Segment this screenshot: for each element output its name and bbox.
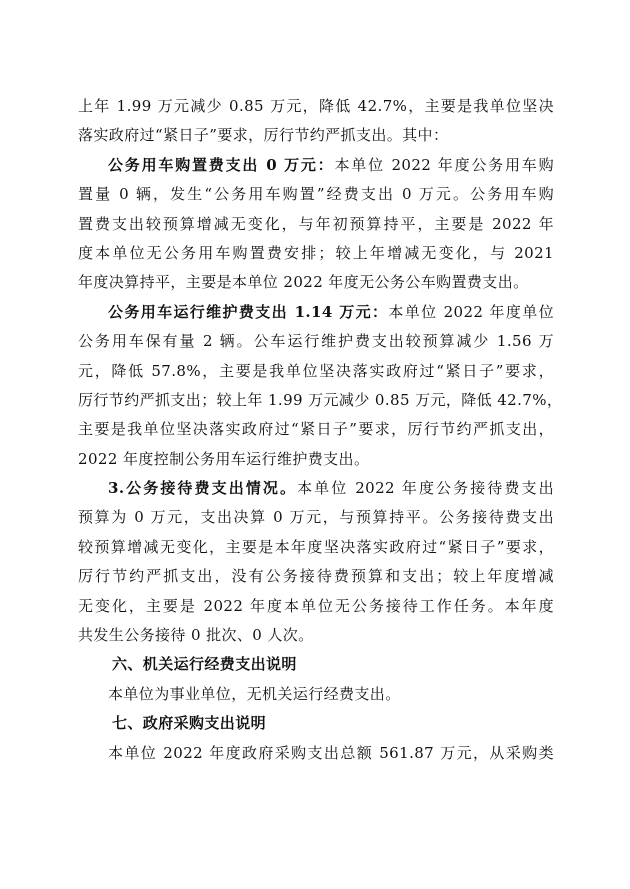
- section-6: [78, 650, 554, 709]
- text-run: 本单位 2022 年度单位: [388, 302, 554, 321]
- paragraph-continuation: [78, 92, 554, 151]
- section-body: 本单位为事业单位，无机关运行经费支出。: [108, 684, 401, 703]
- text-line: [78, 298, 554, 327]
- text-line: 厉行节约严抓支出；较上年 1.99 万元减少 0.85 万元，降低 42.7%，: [78, 390, 563, 409]
- paragraph-vehicle-operation: [78, 298, 563, 474]
- document-page: [78, 92, 563, 768]
- text-line: 上年 1.99 万元减少 0.85 万元，降低 42.7%，主要是我单位坚决: [78, 97, 554, 115]
- text-line: 较预算增减无变化，主要是本年度坚决落实政府过“紧日子”要求，: [78, 537, 554, 556]
- text-run: 本单位 2022 年度公务接待费支出: [297, 479, 554, 498]
- text-line: 置量 0 辆，发生“公务用车购置”经费支出 0 万元。公务用车购: [78, 185, 554, 204]
- text-run: 本单位 2022 年度公务用车购: [334, 155, 554, 174]
- section-heading: 七、政府采购支出说明: [112, 714, 267, 733]
- text-line: [78, 151, 554, 180]
- section-body: 本单位 2022 年度政府采购支出总额 561.87 万元，从采购类: [108, 743, 554, 762]
- text-line: 共发生公务接待 0 批次、0 人次。: [78, 626, 314, 645]
- paragraph-reception: [78, 474, 554, 650]
- text-line: 落实政府过“紧日子”要求，厉行节约严抓支出。其中：: [78, 126, 449, 145]
- text-line: 主要是我单位坚决落实政府过“紧日子”要求，厉行节约严抓支出，: [78, 420, 554, 439]
- section-7: [78, 709, 554, 768]
- text-line: 无变化，主要是 2022 年度本单位无公务接待工作任务。本年度: [78, 596, 554, 615]
- text-line: 年度决算持平，主要是本单位 2022 年度无公务公车购置费支出。: [78, 273, 529, 292]
- text-line: 元，降低 57.8%，主要是我单位坚决落实政府过“紧日子”要求，: [78, 361, 554, 380]
- text-line: 公务用车保有量 2 辆。公车运行维护费支出较预算减少 1.56 万: [78, 332, 554, 351]
- paragraph-lead: 公务用车运行维护费支出 1.14 万元：: [108, 302, 389, 321]
- section-heading: 六、机关运行经费支出说明: [112, 655, 297, 674]
- text-line: 置费支出较预算增减无变化，与年初预算持平，主要是 2022 年: [78, 214, 554, 233]
- text-line: [78, 474, 554, 503]
- text-line: 2022 年度控制公务用车运行维护费支出。: [78, 449, 370, 468]
- paragraph-vehicle-purchase: [78, 151, 554, 298]
- paragraph-lead: 3.公务接待费支出情况。: [108, 479, 298, 498]
- text-line: 厉行节约严抓支出，没有公务接待费预算和支出；较上年度增减: [78, 567, 554, 586]
- text-line: 度本单位无公务用车购置费安排；较上年增减无变化，与 2021: [78, 243, 554, 262]
- paragraph-lead: 公务用车购置费支出 0 万元：: [108, 155, 335, 174]
- text-line: 预算为 0 万元，支出决算 0 万元，与预算持平。公务接待费支出: [78, 508, 554, 527]
